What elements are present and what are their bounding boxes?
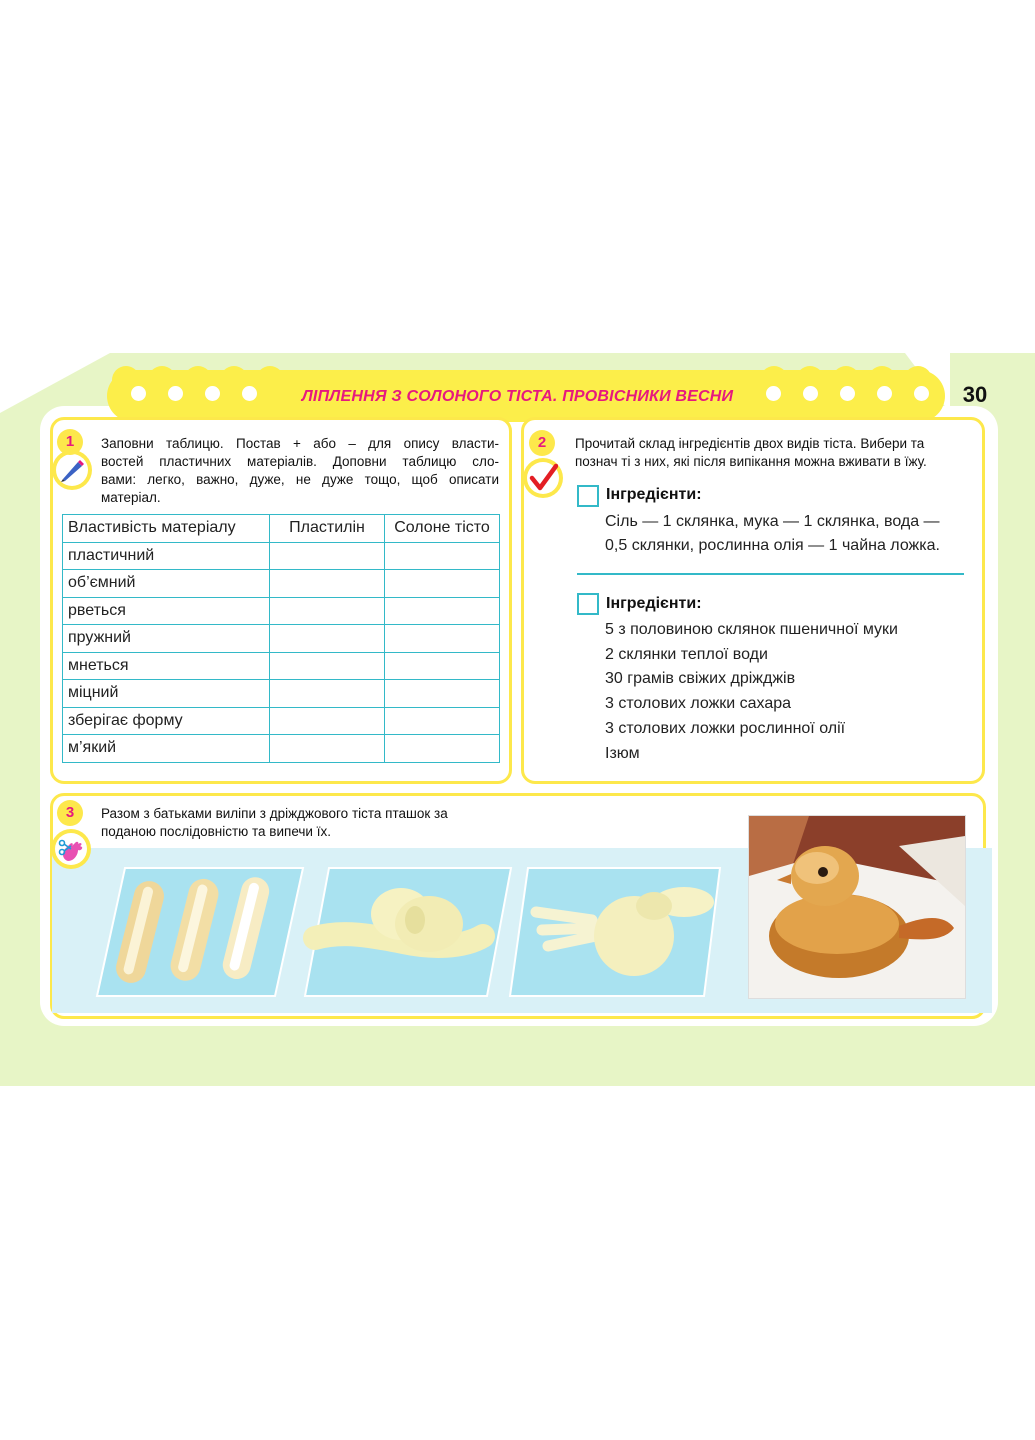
step1-dough-rolls-image (95, 866, 307, 998)
step3-dough-bird-image (508, 866, 724, 998)
salt-dough-answer-cell[interactable] (385, 570, 500, 598)
page-number: 30 (962, 382, 988, 407)
plasticine-answer-cell[interactable] (270, 625, 385, 653)
task1-instruction-line: Заповни таблицю. Постав + або – для опису власти- (101, 436, 499, 451)
salt-dough-answer-cell[interactable] (385, 597, 500, 625)
band-corner-left (0, 353, 110, 413)
ribbon-hole (914, 386, 929, 401)
property-cell: міцний (63, 680, 270, 708)
properties-table (62, 514, 500, 763)
table-row (63, 597, 500, 625)
option2-checkbox[interactable] (577, 593, 599, 615)
options-divider (577, 573, 964, 575)
table-header-row (63, 515, 500, 543)
baked-bird-image (749, 816, 965, 998)
task2-number-badge: 2 (529, 430, 555, 456)
table-row (63, 570, 500, 598)
plasticine-answer-cell[interactable] (270, 597, 385, 625)
plasticine-answer-cell[interactable] (270, 570, 385, 598)
option2-line: 2 склянки теплої води (605, 646, 768, 663)
option2-line: 3 столових ложки сахара (605, 695, 792, 712)
property-cell: зберігає форму (63, 707, 270, 735)
task3-instruction-line: Разом з батьками виліпи з дріжджового тіста пташок за (101, 806, 448, 821)
page-title: ЛІПЛЕННЯ З СОЛОНОГО ТІСТА. ПРОВІСНИКИ ВЕСНИ (301, 388, 734, 405)
task3-number-badge: 3 (57, 800, 83, 826)
option1-line: Сіль — 1 склянка, мука — 1 склянка, вода — (605, 513, 940, 530)
plasticine-answer-cell[interactable] (270, 652, 385, 680)
option2-line: Ізюм (605, 745, 640, 762)
property-cell: мнеться (63, 652, 270, 680)
salt-dough-answer-cell[interactable] (385, 652, 500, 680)
hand-scissors-icon (56, 835, 86, 865)
step2-dough-knot-image (303, 866, 515, 998)
table-header-cell: Пластилін (270, 515, 385, 543)
ribbon-hole (803, 386, 818, 401)
plasticine-answer-cell[interactable] (270, 680, 385, 708)
table-header-cell: Солоне тісто (385, 515, 500, 543)
salt-dough-answer-cell[interactable] (385, 707, 500, 735)
task3-instruction-line: поданою послідовністю та випечи їх. (101, 824, 331, 839)
option2-line: 30 грамів свіжих дріжджів (605, 670, 796, 687)
option2-line: 5 з половиною склянок пшеничної муки (605, 621, 898, 638)
option1-line: 0,5 склянки, рослинна олія — 1 чайна ложка. (605, 537, 940, 554)
option1-checkbox[interactable] (577, 485, 599, 507)
table-row (63, 735, 500, 763)
ribbon-hole (205, 386, 220, 401)
task1-instruction-line: вами: легко, важно, дуже, не дуже тощо, щоб описати (101, 472, 499, 487)
task2-instructions (575, 435, 975, 471)
task2-instruction-line: познач ті з них, які після випікання можна вживати в їжу. (575, 454, 927, 469)
plasticine-answer-cell[interactable] (270, 542, 385, 570)
option2-line: 3 столових ложки рослинної олії (605, 720, 846, 737)
salt-dough-answer-cell[interactable] (385, 680, 500, 708)
property-cell: пластичний (63, 542, 270, 570)
property-cell: пружний (63, 625, 270, 653)
task3-instructions (101, 805, 521, 841)
task1-instructions (101, 435, 499, 507)
table-row (63, 707, 500, 735)
table-row (63, 652, 500, 680)
checkmark-icon (528, 463, 558, 493)
property-cell: об’ємний (63, 570, 270, 598)
task1-number-badge: 1 (57, 429, 83, 455)
ribbon-hole (131, 386, 146, 401)
task1-instruction-line: матеріал. (101, 490, 161, 505)
table-row (63, 542, 500, 570)
baked-bird-photo (748, 815, 966, 999)
table-header-cell: Властивість матеріалу (63, 515, 270, 543)
task1-instruction-line: востей пластичних матеріалів. Доповни таблицю сло- (101, 454, 499, 469)
table-row (63, 680, 500, 708)
pencil-icon (58, 456, 86, 484)
option2-title: Інгредієнти: (606, 595, 702, 612)
table-row (63, 625, 500, 653)
salt-dough-answer-cell[interactable] (385, 625, 500, 653)
salt-dough-answer-cell[interactable] (385, 542, 500, 570)
task2-instruction-line: Прочитай склад інгредієнтів двох видів тіста. Вибери та (575, 436, 925, 451)
option1-title: Інгредієнти: (606, 486, 702, 503)
plasticine-answer-cell[interactable] (270, 735, 385, 763)
ribbon-hole (877, 386, 892, 401)
ribbon-hole (168, 386, 183, 401)
property-cell: рветься (63, 597, 270, 625)
ribbon-hole (840, 386, 855, 401)
salt-dough-answer-cell[interactable] (385, 735, 500, 763)
property-cell: м’який (63, 735, 270, 763)
plasticine-answer-cell[interactable] (270, 707, 385, 735)
